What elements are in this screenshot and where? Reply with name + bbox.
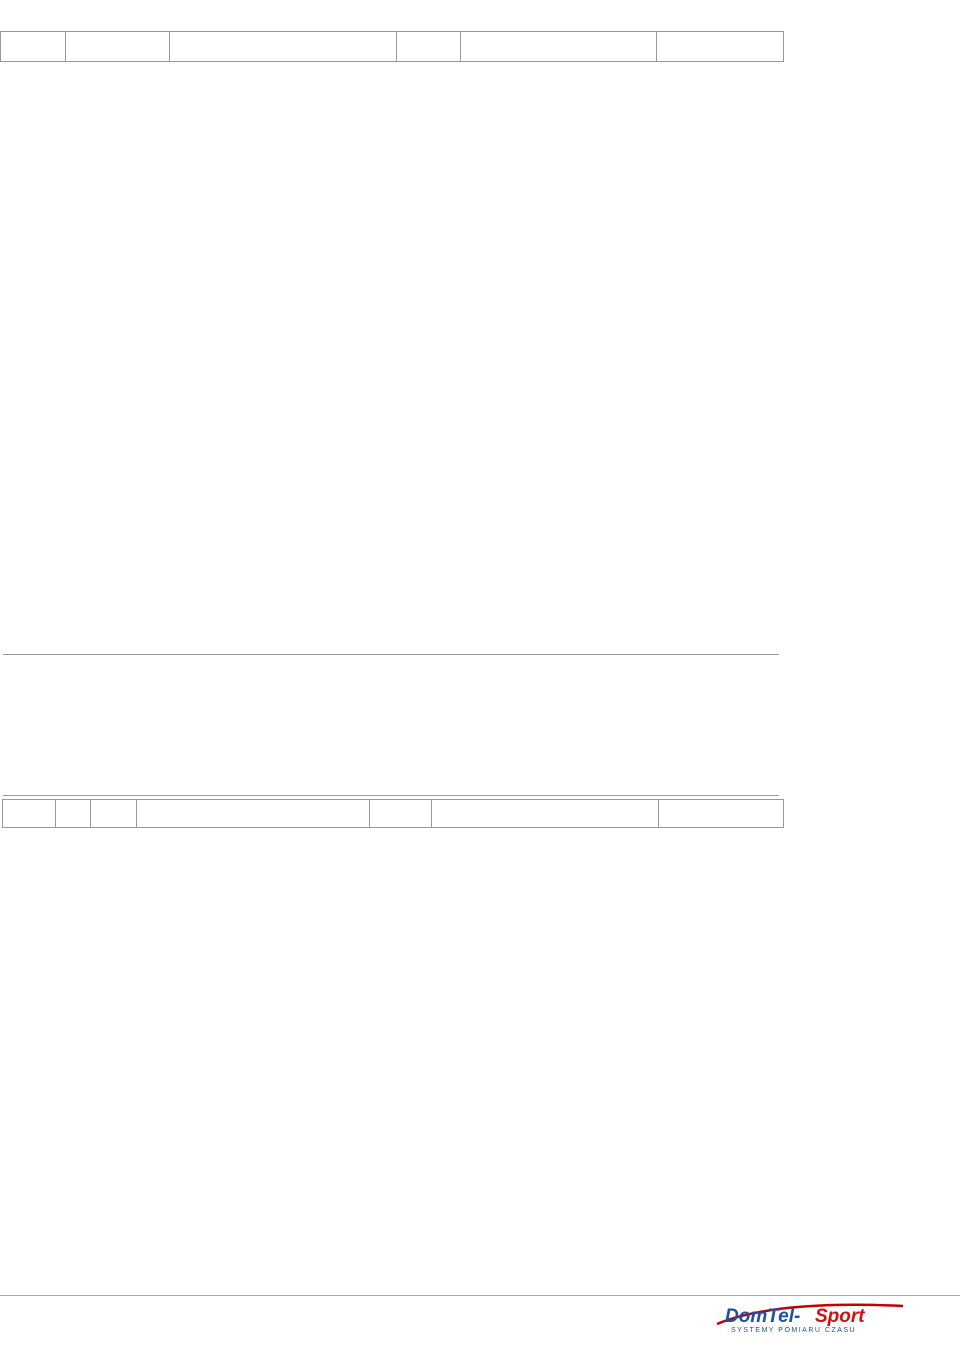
svg-text:DomTel-: DomTel-: [725, 1306, 801, 1327]
domtel-logo: [715, 1300, 905, 1334]
records-table: [3, 654, 779, 796]
results-header: [0, 31, 784, 62]
jump-header: [2, 799, 784, 828]
svg-text:SYSTEMY POMIARU CZASU: SYSTEMY POMIARU CZASU: [731, 1327, 857, 1334]
svg-text:Sport: Sport: [815, 1306, 865, 1327]
